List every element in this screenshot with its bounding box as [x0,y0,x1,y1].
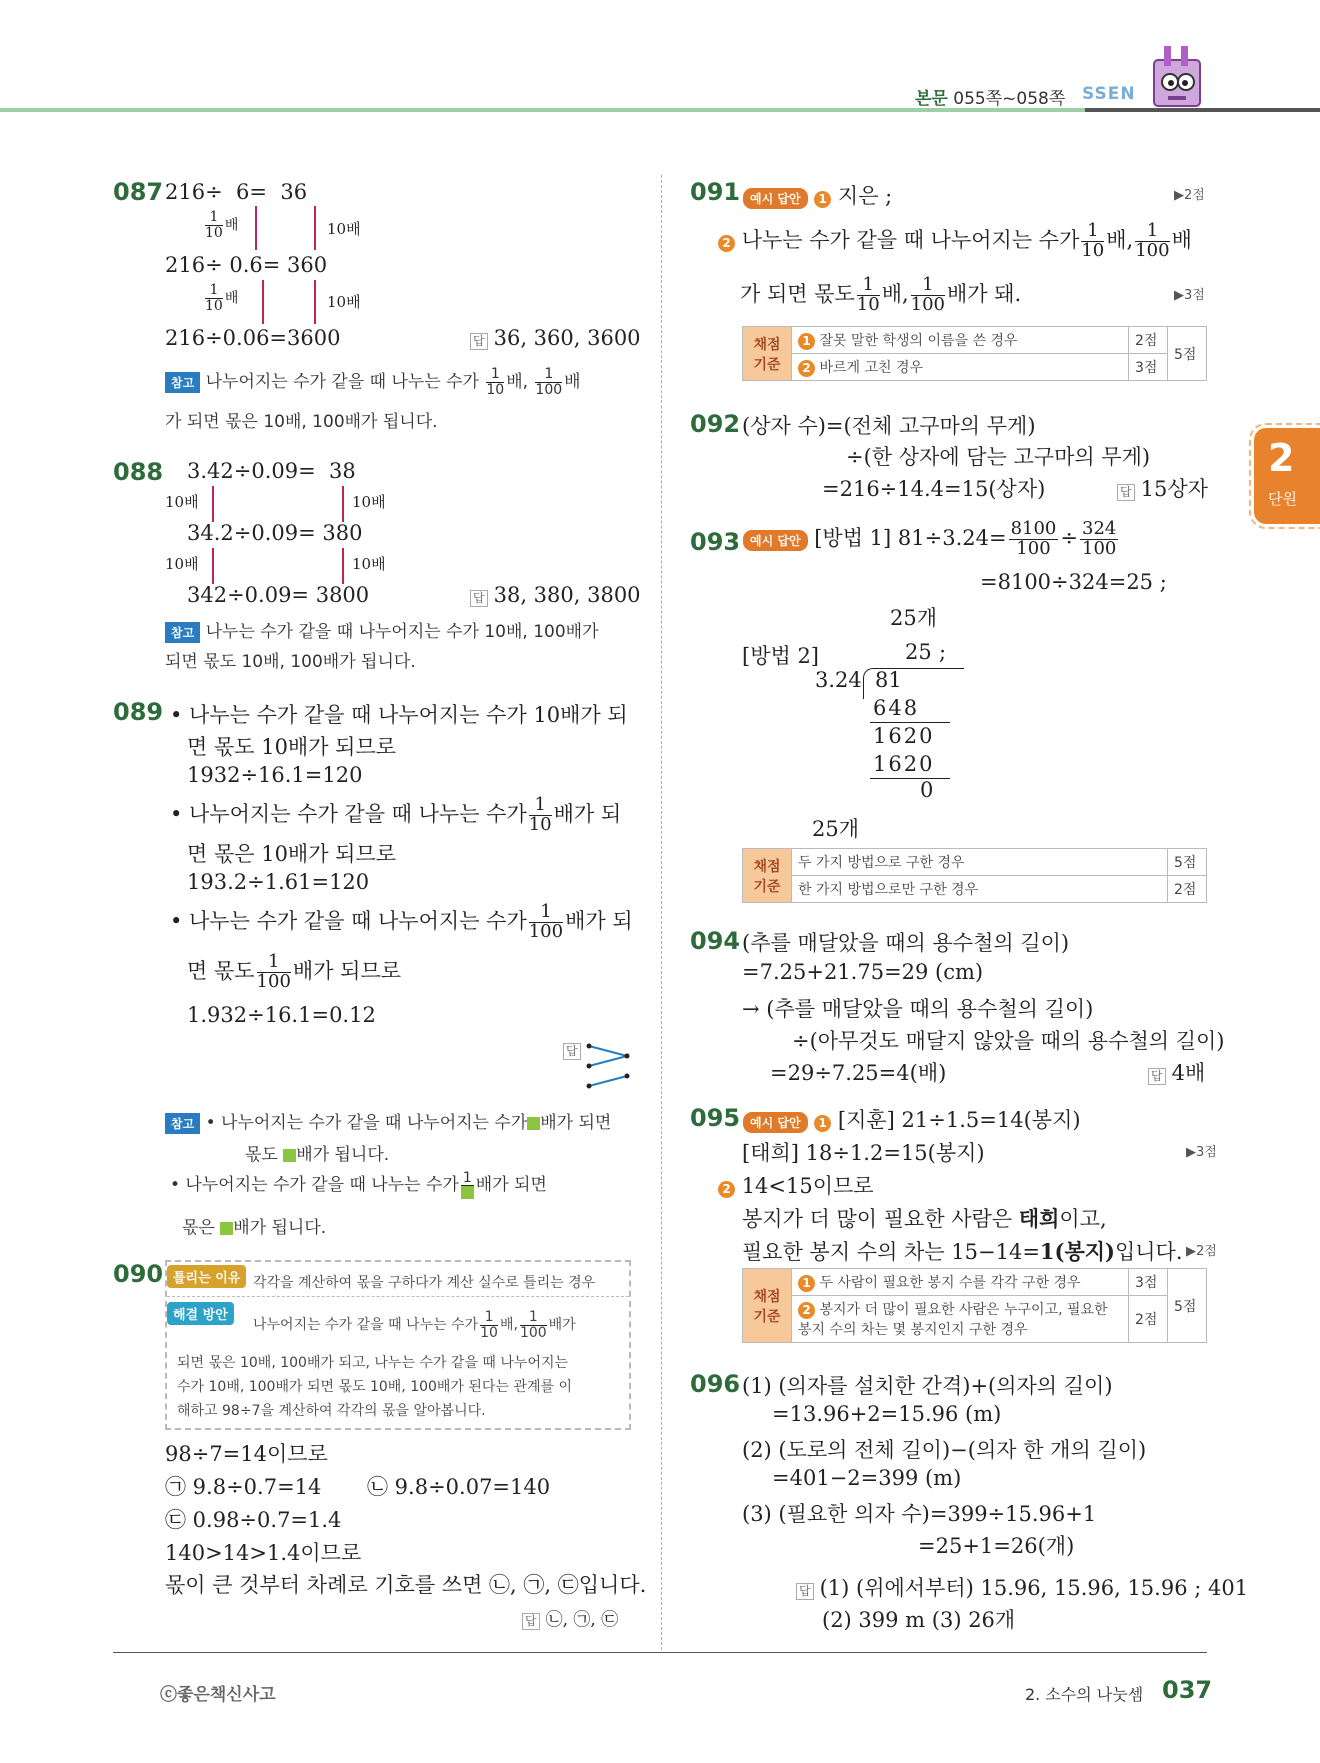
equation: 1932÷16.1=120 [187,763,363,787]
equation: 216÷ 0.6= 360 [165,253,328,277]
arrow-label: 10배 [165,555,199,573]
solution-line: 해하고 98÷7을 계산하여 각각의 몫을 알아봅니다. [177,1403,486,1419]
equation: 1.932÷16.1=0.12 [187,1003,376,1027]
series-logo: SSEN [1082,84,1136,104]
text-line: ÷(아무것도 매달지 않았을 때의 용수철의 길이) [792,1029,1225,1053]
grading-table: 채점 기준 1 잘못 말한 학생의 이름을 쓴 경우 2점 5점 2 바르게 고친 경우 3점 [742,326,1207,381]
text-line: (추를 매달았을 때의 용수철의 길이) [742,931,1070,955]
note-line: 되면 몫도 10배, 100배가 됩니다. [165,652,416,672]
step-line: 2 14<15이므로 [718,1170,874,1200]
chapter-tab-label: 단원 [1268,490,1297,508]
down-arrow-icon [314,280,316,324]
points: ▶3점 [1186,1145,1217,1160]
points: ▶2점 [1186,1244,1217,1259]
down-arrow-icon [314,206,316,250]
down-arrow-icon [342,548,344,584]
solution-line: 나누어지는 수가 같을 때 나누는 수가 $\frac{1}{10}$ 배, $\frac{1}{100}$ 배가 [253,1309,576,1341]
tip-box [165,1260,631,1430]
green-square-icon [461,1186,474,1199]
note-box: 참고 • 나누어지는 수가 같을 때 나누어지는 수가 배가 되면 [165,1108,611,1134]
arrow-label: 10배 [352,493,386,511]
text-line: • 나누어지는 수가 같을 때 나누는 수가 $\frac{1}{10}$ 배가 되 [170,794,622,835]
chapter-tab-number: 2 [1268,436,1295,480]
down-arrow-icon [212,486,214,522]
answer: 답 36, 360, 3600 [470,326,641,350]
equation: 193.2÷1.61=120 [187,870,370,894]
problem-number: 091 [690,178,741,206]
text-line: 면 몫도 $\frac{1}{100}$ 배가 되므로 [187,951,402,992]
equation: 342÷0.09= 3800 [187,583,370,607]
down-arrow-icon [255,206,257,250]
step-line: 예시 답안 1 지은 ; [743,180,892,210]
method-label: [방법 2] [742,644,819,668]
text-line: • 나누는 수가 같을 때 나누어지는 수가 $\frac{1}{100}$ 배가 되 [170,901,633,942]
equation: 34.2÷0.09= 380 [187,521,363,545]
points: ▶3점 [1174,288,1205,303]
problem-number: 090 [113,1260,164,1288]
solution-line: 되면 몫은 10배, 100배가 되고, 나누는 수가 같을 때 나누어지는 [177,1355,569,1371]
equation: 3.42÷0.09= 38 [187,459,356,483]
equation: ㉡ 9.8÷0.07=140 [367,1475,551,1499]
equation: =13.96+2=15.96 (m) [772,1402,1002,1426]
note-line: 몫은 배가 됩니다. [182,1218,327,1238]
note-line: • 나누어지는 수가 같을 때 나누는 수가 1 배가 되면 [170,1170,547,1199]
arrow-label: 10배 [327,220,361,238]
text-line: 면 몫도 10배가 되므로 [187,735,397,759]
text-line: 25개 [890,606,938,630]
equation: =25+1=26(개) [918,1534,1075,1558]
equation: =216÷14.4=15(상자) [822,477,1046,501]
equation: 예시 답안 [방법 1] 81÷3.24= $\frac{8100}{100}$ ÷ $\frac{324}{100}$ [743,520,1120,559]
equation: =29÷7.25=4(배) [770,1061,947,1085]
problem-number: 095 [690,1104,741,1132]
footer-rule [113,1652,1207,1653]
copyright: ⓒ좋은책신사고 [160,1685,276,1705]
long-division: 25 ; 3.24 81 648 1620 1620 0 [815,640,975,800]
down-arrow-icon [342,486,344,522]
chapter-title: 2. 소수의 나눗셈 [1025,1685,1144,1704]
equation: =8100÷324=25 ; [980,570,1167,594]
header-page-ref: 본문 055쪽~058쪽 [915,89,1066,109]
problem-number: 087 [113,178,164,206]
equation: ㉠ 9.8÷0.7=14 [165,1475,322,1499]
text-line: 봉지가 더 많이 필요한 사람은 태희이고, [742,1206,1107,1231]
note-line: 가 되면 몫은 10배, 100배가 됩니다. [165,412,438,432]
equation: [태희] 18÷1.2=15(봉지) [742,1141,985,1165]
step-line: 2 나누는 수가 같을 때 나누어지는 수가 $\frac{1}{10}$ 배, $\frac{1}{100}$ 배 [718,222,1192,261]
equation: =7.25+21.75=29 (cm) [742,960,984,984]
fraction-label: $\frac{1}{10}$ 배 [205,282,239,314]
problem-number: 088 [113,458,164,486]
answer-diagram: 답 [563,1040,633,1100]
points: ▶2점 [1174,188,1205,203]
note-box: 참고 나누는 수가 같을 때 나누어지는 수가 10배, 100배가 [165,617,599,643]
green-square-icon [527,1117,540,1130]
note-line: 몫도 배가 됩니다. [245,1145,390,1165]
text-line: (3) (필요한 의자 수)=399÷15.96+1 [742,1502,1097,1526]
answer: (2) 399 m (3) 26개 [822,1608,1016,1632]
chapter-tab[interactable] [1254,428,1320,524]
column-divider [661,175,662,1650]
problem-number: 089 [113,698,164,726]
solution-tag: 해결 방안 [167,1302,234,1325]
problem-number: 094 [690,927,741,955]
text-line: 98÷7=14이므로 [165,1442,328,1466]
step-line: 가 되면 몫도 $\frac{1}{10}$ 배, $\frac{1}{100}$ 배가 돼. [740,274,1022,315]
page-number: 037 [1162,1676,1213,1704]
equation: 216÷ 6= 36 [165,180,308,204]
equation: ㉢ 0.98÷0.7=1.4 [165,1508,342,1532]
text-line: 필요한 봉지 수의 차는 15−14=1(봉지)입니다. [742,1239,1183,1264]
step-line: 예시 답안 1 [지훈] 21÷1.5=14(봉지) [743,1104,1081,1134]
down-arrow-icon [262,280,264,324]
green-square-icon [220,1222,233,1235]
text-line: 140>14>1.4이므로 [165,1541,362,1565]
answer: 답 ㉡, ㉠, ㉢ [522,1605,618,1630]
arrow-label: 10배 [327,293,361,311]
mascot-icon [1148,46,1206,116]
text-line: • 나누는 수가 같을 때 나누어지는 수가 10배가 되 [170,703,628,727]
solution-line: 수가 10배, 100배가 되면 몫도 10배, 100배가 된다는 관계를 이 [177,1379,572,1395]
grading-table: 채점 기준 두 가지 방법으로 구한 경우 5점 한 가지 방법으로만 구한 경우 2점 [742,848,1207,903]
answer: 답 15상자 [1117,473,1208,503]
down-arrow-icon [212,548,214,584]
answer: 답 38, 380, 3800 [470,583,641,607]
grading-table: 채점 기준 1 두 사람이 필요한 봉지 수를 각각 구한 경우 3점 5점 2 봉지가 더 많이 필요한 사람은 누구이고, 필요한 봉지 수의 차는 몇 봉지인지 구한 경우 2점 [742,1268,1207,1343]
note-box: 참고 나누어지는 수가 같을 때 나누는 수가 $\frac{1}{10}$ 배, $\frac{1}{100}$ 배 [165,367,581,397]
equation: 216÷0.06=3600 [165,326,341,350]
reason-row: 틀리는 이유 각각을 계산하여 몫을 구하다가 계산 실수로 틀리는 경우 [167,1262,629,1297]
problem-number: 093 [690,528,741,556]
problem-number: 096 [690,1370,741,1398]
arrow-label: 10배 [165,493,199,511]
text-line: → (추를 매달았을 때의 용수철의 길이) [742,997,1094,1021]
text-line: 몫이 큰 것부터 차례로 기호를 쓰면 ㉡, ㉠, ㉢입니다. [165,1573,647,1597]
text-line: 면 몫은 10배가 되므로 [187,842,397,866]
arrow-label: 10배 [352,555,386,573]
text-line: (1) (의자를 설치한 간격)+(의자의 길이) [742,1374,1113,1398]
problem-number: 092 [690,410,741,438]
answer: 답 (1) (위에서부터) 15.96, 15.96, 15.96 ; 401 [796,1572,1248,1602]
text-line: 25개 [812,817,860,841]
text-line: (상자 수)=(전체 고구마의 무게) [742,414,1036,438]
equation: =401−2=399 (m) [772,1466,962,1490]
text-line: ÷(한 상자에 담는 고구마의 무게) [846,445,1151,469]
fraction-label: $\frac{1}{10}$ 배 [205,209,239,241]
answer: 답 4배 [1148,1057,1205,1087]
green-square-icon [283,1149,296,1162]
text-line: (2) (도로의 전체 길이)−(의자 한 개의 길이) [742,1438,1147,1462]
